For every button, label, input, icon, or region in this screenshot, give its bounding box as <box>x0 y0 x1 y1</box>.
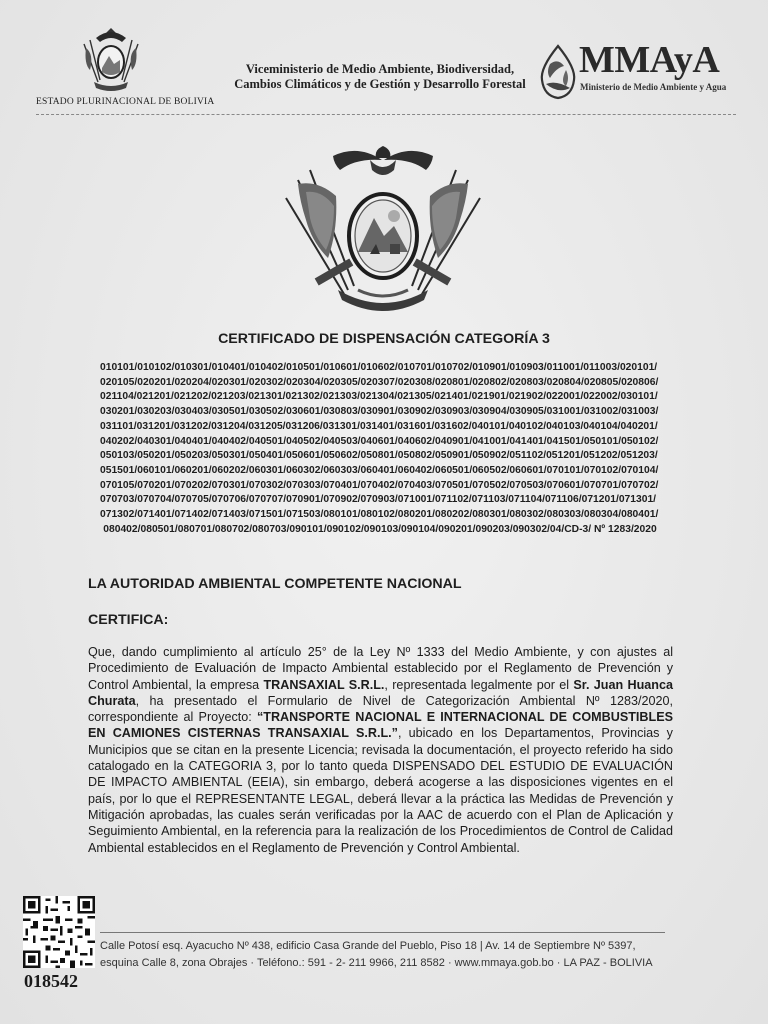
certifica-heading: CERTIFICA: <box>88 612 169 628</box>
body-part-4: , ubicado en los Departamentos, Provincias y Municipios que se citan en la presente Licencia; revisada la documentación, el proyecto referido ha sido catalogado en la CATEGORIA 3, por lo tanto queda DISPENSADO DEL ESTUDIO DE EVALUACIÓN DE IMPACTO AMBIENTAL (EEIA), sin embargo, deberá acogerse a las disposiciones vigentes en el país, por lo que el REPRESENTANTE LEGAL, deberá llevar a la práctica las Medidas de Prevención y Mitigación aprobadas, las cuales serán verificadas por la AAC de acuerdo con el Plan de Aplicación y Seguimiento Ambiental, en la referencia para la realización de los Procedimientos de Control de Calidad Ambiental establecidos en el Reglamento de Prevención y Control Ambiental. <box>88 726 673 855</box>
vice-ministry-line-1: Viceministerio de Medio Ambiente, Biodiversidad, <box>245 62 515 76</box>
vice-ministry-name <box>205 62 555 92</box>
certificate-body <box>88 644 673 856</box>
footer-address <box>100 938 670 972</box>
authority-heading: LA AUTORIDAD AMBIENTAL COMPETENTE NACIONAL <box>88 576 462 592</box>
bolivia-coat-of-arms-icon <box>278 140 488 320</box>
bolivia-coat-of-arms-icon <box>76 24 146 96</box>
vice-ministry-line-2: Cambios Climáticos y de Gestión y Desarrollo Forestal <box>234 77 526 91</box>
company-name: TRANSAXIAL S.R.L. <box>263 677 385 692</box>
ministry-name: Ministerio de Medio Ambiente y Agua <box>580 82 727 92</box>
certificate-title: CERTIFICADO DE DISPENSACIÓN CATEGORÍA 3 <box>218 331 550 347</box>
qr-code-icon <box>23 896 95 968</box>
legal-representative: Sr. Juan Huanca Churata <box>88 677 673 708</box>
activity-codes: 010101/010102/010301/010401/010402/010501/010601/010602/010701/010702/010901/010903/011001/011003/020101/020105/020201/020204/020301/020302/020304/020305/020307/020308/020801/020802/020803/020804/020805/020806/021104/021201/021202/021203/021301/021302/021303/021304/021305/021401/021901/021902/022001/022002/030101/030201/030203/030403/030501/030502/030601/030803/030901/030902/030903/030904/030905/031001/031002/031003/031101/031201/031202/031204/031205/031206/031301/031401/031601/031602/040101/040102/040103/040104/040201/040202/040301/040401/040402/040501/040502/040503/040601/040602/040901/041001/041401/041501/050101/050102/050103/050201/050203/050301/050401/050601/050602/050801/050802/050901/050902/051102/051201/051202/051203/051501/060101/060201/060202/060301/060302/060303/060401/060402/060501/060502/060601/070101/070102/070104/070105/070201/070202/070301/070302/070303/070401/070402/070403/070501/070502/070503/070601/070701/070702/070703/070704/070705/070706/070707/070901/070902/070903/071001/071102/071103/071104/071106/071201/071301/071302/071401/071402/071403/071501/071503/080101/080102/080201/080202/080301/080302/080303/080304/080401/080402/080501/080701/080702/080703/090101/090102/090103/090104/090201/090203/090302/04/CD-3/ Nº 1283/2020 <box>100 362 659 535</box>
header-divider <box>36 114 736 115</box>
footer-divider <box>100 932 665 933</box>
footer-address-line-2: esquina Calle 8, zona Obrajes · Teléfono.: 591 - 2- 211 9966, 211 8582 · www.mmaya.gob.bo · LA PAZ - BOLIVIA <box>100 957 653 969</box>
mmaya-drop-logo-icon <box>536 44 580 100</box>
body-part-1: Que, dando cumplimiento al artículo 25° de la Ley Nº 1333 del Medio Ambiente, y con ajustes al Procedimiento de Evaluación de Impacto Ambiental establecido por el Reglamento de Prevención y Control Ambiental, la empresa <box>88 645 673 692</box>
state-name: ESTADO PLURINACIONAL DE BOLIVIA <box>36 97 215 107</box>
body-part-2: , representada legalmente por el <box>384 677 574 692</box>
project-name: “TRANSPORTE NACIONAL E INTERNACIONAL DE COMBUSTIBLES EN CAMIONES CISTERNAS TRANSAXIAL S.R.L.” <box>88 710 673 741</box>
serial-number: 018542 <box>24 971 78 991</box>
brand-name: MMAyA <box>579 39 720 81</box>
body-part-3: , ha presentado el Formulario de Nivel de Categorización Ambiental Nº 1283/2020, correspondiente al Proyecto: <box>88 693 673 725</box>
footer-address-line-1: Calle Potosí esq. Ayacucho Nº 438, edificio Casa Grande del Pueblo, Piso 18 | Av. 14 de Septiembre Nº 5397, <box>100 940 636 952</box>
